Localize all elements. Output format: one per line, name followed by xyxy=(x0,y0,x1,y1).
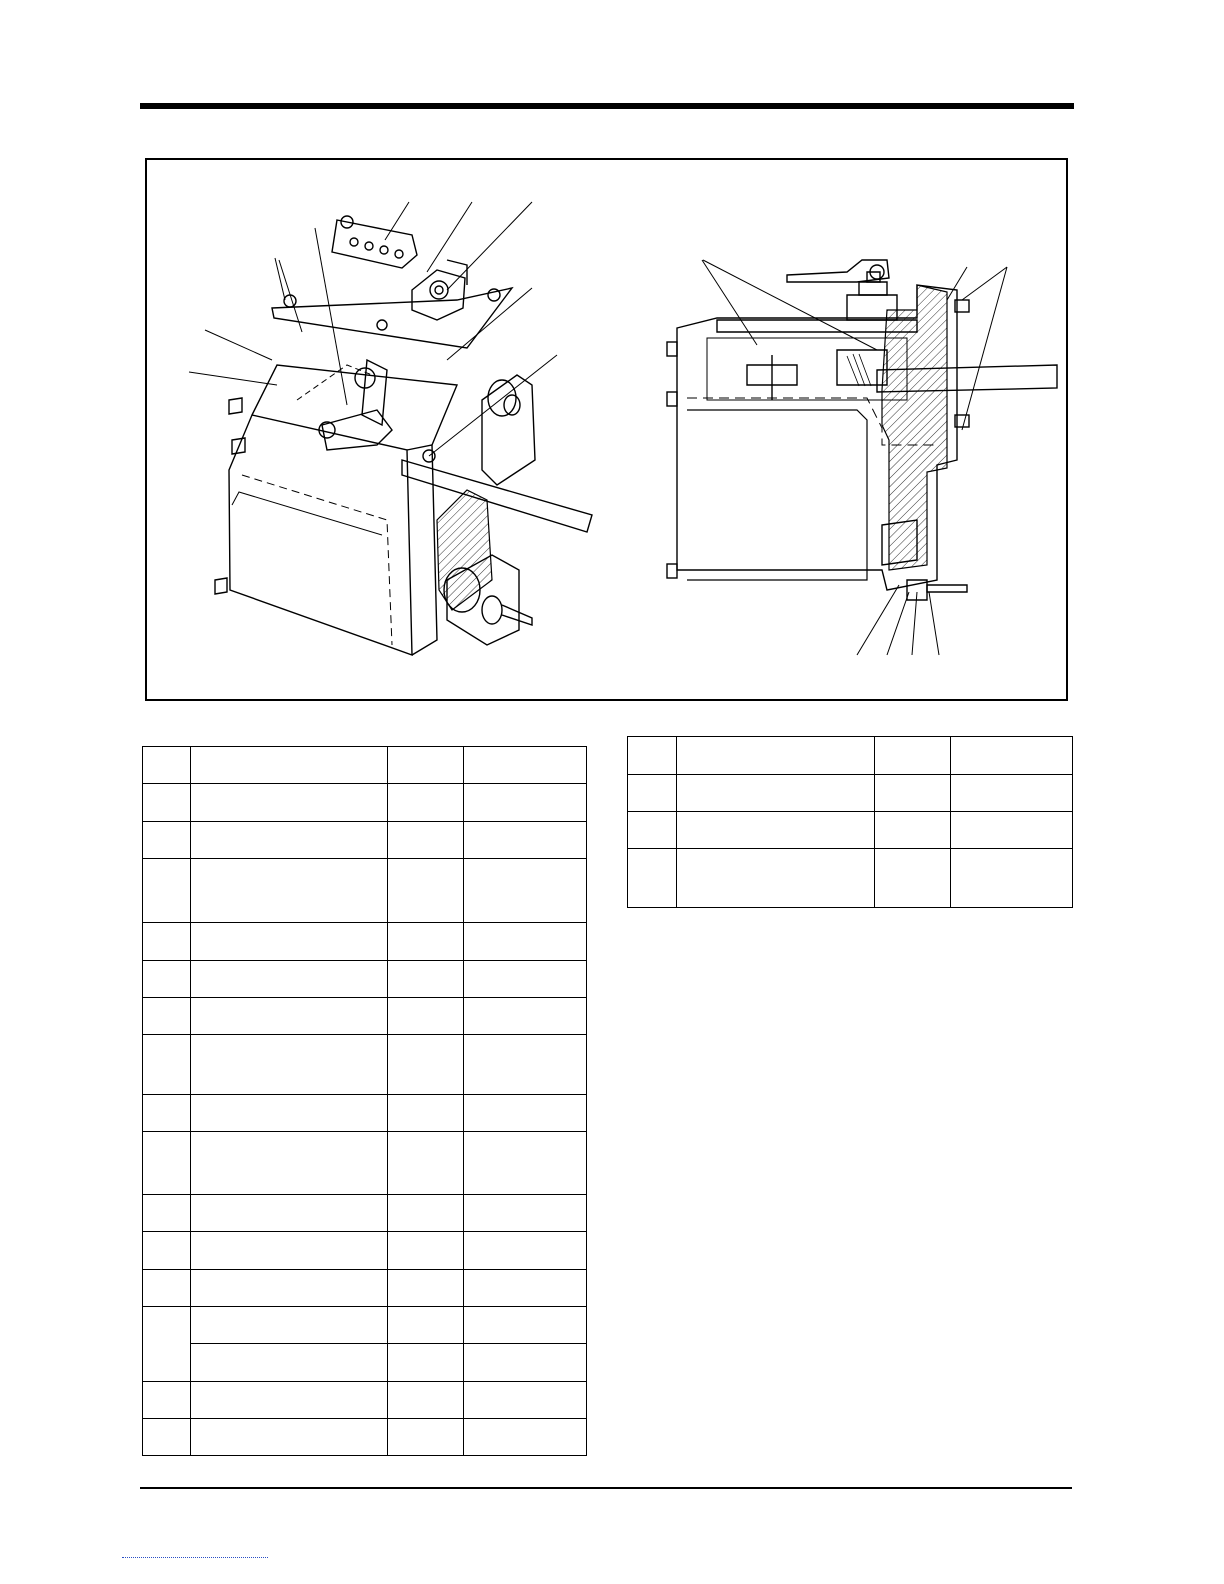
table-cell xyxy=(464,1270,587,1307)
table-row xyxy=(143,1270,587,1307)
table-cell xyxy=(191,1307,388,1344)
table-cell xyxy=(677,812,875,849)
table-cell xyxy=(143,822,191,859)
adjust-nut xyxy=(412,270,465,320)
table-cell xyxy=(628,737,677,775)
table-cell xyxy=(464,998,587,1035)
table-row xyxy=(628,737,1073,775)
table-row xyxy=(143,1132,587,1195)
table-cell xyxy=(628,812,677,849)
table-cell xyxy=(191,1382,388,1419)
table-cell xyxy=(388,1382,464,1419)
table-cell xyxy=(628,849,677,908)
table-row xyxy=(143,1195,587,1232)
table-cell xyxy=(191,747,388,784)
table-row xyxy=(143,1232,587,1270)
table-cell xyxy=(464,1419,587,1456)
table-cell xyxy=(464,1307,587,1344)
table-cell xyxy=(143,747,191,784)
table-row xyxy=(143,784,587,822)
table-cell xyxy=(388,859,464,923)
table-row xyxy=(143,822,587,859)
table-row xyxy=(143,1035,587,1095)
table-cell xyxy=(143,1195,191,1232)
table-cell xyxy=(388,1419,464,1456)
table-cell xyxy=(191,859,388,923)
table-cell xyxy=(388,1232,464,1270)
table-cell xyxy=(875,775,951,812)
table-cell xyxy=(191,1344,388,1382)
table-cell xyxy=(143,1132,191,1195)
table-cell xyxy=(143,1035,191,1095)
table-cell xyxy=(388,784,464,822)
table-cell xyxy=(191,1419,388,1456)
section-hatch-left xyxy=(437,490,492,610)
footer-rule xyxy=(140,1487,1072,1489)
table-cell xyxy=(143,961,191,998)
table-cell xyxy=(191,1095,388,1132)
table-row xyxy=(628,849,1073,908)
table-row xyxy=(628,775,1073,812)
section-view xyxy=(667,260,1057,655)
table-cell xyxy=(464,822,587,859)
table-cell xyxy=(388,961,464,998)
table-cell xyxy=(875,849,951,908)
table-cell xyxy=(464,961,587,998)
table-cell xyxy=(464,1344,587,1382)
table-cell xyxy=(388,822,464,859)
table-cell xyxy=(388,1132,464,1195)
table-row xyxy=(143,1382,587,1419)
table-cell xyxy=(191,784,388,822)
table-row xyxy=(143,998,587,1035)
table-cell xyxy=(951,775,1073,812)
table-row xyxy=(143,747,587,784)
table-cell xyxy=(677,737,875,775)
body-front-face xyxy=(229,415,412,655)
table-cell xyxy=(464,747,587,784)
table-cell xyxy=(143,923,191,961)
table-cell xyxy=(464,1132,587,1195)
parts-table-left xyxy=(142,746,587,1456)
table-cell xyxy=(191,1270,388,1307)
table-cell xyxy=(143,859,191,923)
table-cell xyxy=(143,1095,191,1132)
table-cell xyxy=(951,849,1073,908)
table-row xyxy=(143,923,587,961)
table-cell xyxy=(388,1270,464,1307)
table-row xyxy=(143,1095,587,1132)
table-cell xyxy=(464,784,587,822)
table-cell xyxy=(388,923,464,961)
table-cell xyxy=(191,1132,388,1195)
table-cell xyxy=(388,1344,464,1382)
table-cell xyxy=(191,1232,388,1270)
table-cell xyxy=(464,1035,587,1095)
table-cell xyxy=(875,812,951,849)
table-cell xyxy=(143,1232,191,1270)
table-cell xyxy=(143,998,191,1035)
assembly-drawing xyxy=(147,160,1070,703)
table-row xyxy=(143,1419,587,1456)
table-cell xyxy=(143,1419,191,1456)
table-row xyxy=(628,812,1073,849)
table-cell xyxy=(143,1382,191,1419)
table-cell xyxy=(143,1270,191,1307)
table-cell xyxy=(143,1307,191,1382)
table-cell xyxy=(464,1095,587,1132)
figure-frame xyxy=(145,158,1068,701)
table-cell xyxy=(191,923,388,961)
table-cell xyxy=(388,1195,464,1232)
table-cell xyxy=(388,1035,464,1095)
header-rule xyxy=(140,103,1074,109)
table-cell xyxy=(677,849,875,908)
output-bar xyxy=(402,460,592,532)
table-cell xyxy=(464,923,587,961)
table-row xyxy=(143,961,587,998)
table-cell xyxy=(464,859,587,923)
table-row xyxy=(143,1344,587,1382)
table-cell xyxy=(191,822,388,859)
table-row xyxy=(143,859,587,923)
table-cell xyxy=(464,1382,587,1419)
table-cell xyxy=(951,812,1073,849)
table-cell xyxy=(388,747,464,784)
table-cell xyxy=(191,998,388,1035)
table-cell xyxy=(951,737,1073,775)
table-cell xyxy=(388,1307,464,1344)
table-cell xyxy=(388,998,464,1035)
parts-table-right xyxy=(627,736,1073,908)
top-plate xyxy=(272,288,512,348)
table-cell xyxy=(143,784,191,822)
table-cell xyxy=(464,1232,587,1270)
isometric-view xyxy=(189,202,592,655)
table-cell xyxy=(191,961,388,998)
table-cell xyxy=(388,1095,464,1132)
table-cell xyxy=(677,775,875,812)
table-row xyxy=(143,1307,587,1344)
table-cell xyxy=(875,737,951,775)
table-cell xyxy=(464,1195,587,1232)
table-cell xyxy=(628,775,677,812)
footer-link-underline[interactable] xyxy=(122,1557,268,1559)
table-cell xyxy=(191,1195,388,1232)
table-cell xyxy=(191,1035,388,1095)
